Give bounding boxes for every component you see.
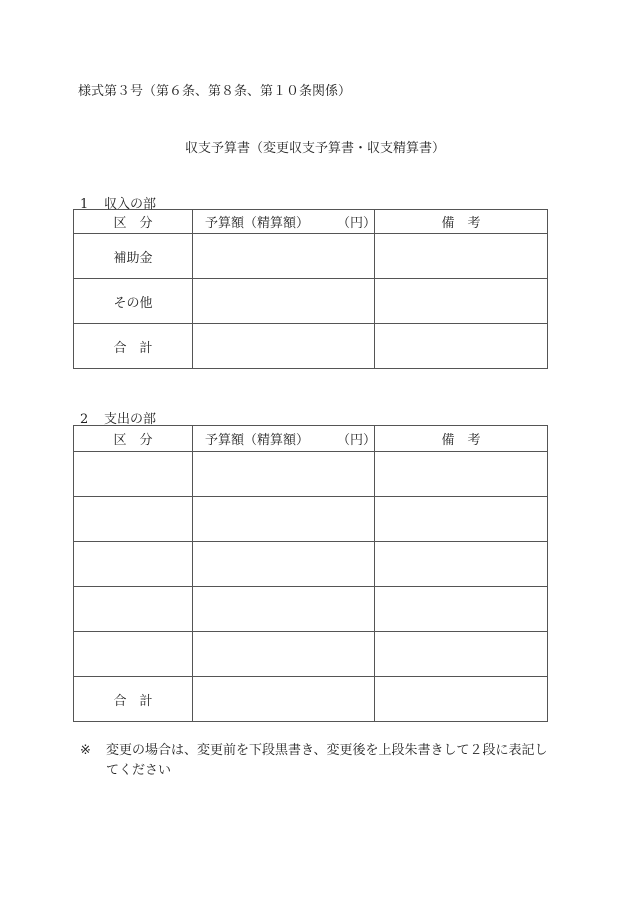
expense-row (74, 587, 548, 632)
expense-row-amount-cell[interactable] (193, 497, 375, 542)
expense-table (73, 425, 548, 722)
income-section-number: 1 (80, 197, 89, 212)
income-total-remarks-cell[interactable] (375, 324, 548, 369)
income-row-category: 補助金 (74, 234, 193, 279)
document-title: 収支予算書（変更収支予算書・収支精算書） (184, 141, 445, 156)
expense-row-remarks-cell[interactable] (375, 587, 548, 632)
expense-row (74, 452, 548, 497)
expense-row-amount-cell[interactable] (193, 542, 375, 587)
expense-header-amount-label: 予算額（精算額） (205, 433, 310, 448)
income-section-label: 収入の部 (104, 197, 157, 212)
income-table-header (74, 210, 548, 234)
income-row-amount-cell[interactable] (193, 279, 375, 324)
expense-total-label: 合 計 (74, 677, 193, 722)
expense-row-remarks-cell[interactable] (375, 542, 548, 587)
expense-row (74, 632, 548, 677)
expense-header-unit: （円） (337, 433, 377, 448)
expense-header-remarks: 備 考 (375, 426, 548, 452)
expense-row-category-cell[interactable] (74, 497, 193, 542)
expense-row-amount-cell[interactable] (193, 452, 375, 497)
expense-header-category: 区 分 (74, 426, 193, 452)
income-header-amount-label: 予算額（精算額） (205, 216, 310, 231)
income-total-amount-cell[interactable] (193, 324, 375, 369)
expense-row-category-cell[interactable] (74, 632, 193, 677)
expense-row-remarks-cell[interactable] (375, 452, 548, 497)
expense-table-header (74, 426, 548, 452)
expense-row-amount-cell[interactable] (193, 632, 375, 677)
income-row-subsidy (74, 234, 548, 279)
income-row-remarks-cell[interactable] (375, 234, 548, 279)
income-header-remarks: 備 考 (375, 210, 548, 234)
income-row-remarks-cell[interactable] (375, 279, 548, 324)
income-header-unit: （円） (337, 216, 377, 231)
income-row-other (74, 279, 548, 324)
expense-section-label: 支出の部 (104, 412, 157, 427)
income-total-label: 合 計 (74, 324, 193, 369)
expense-total-row (74, 677, 548, 722)
income-row-category: その他 (74, 279, 193, 324)
expense-row-category-cell[interactable] (74, 587, 193, 632)
footnote (80, 741, 560, 781)
expense-row-category-cell[interactable] (74, 542, 193, 587)
footnote-text: 変更の場合は、変更前を下段黒書き、変更後を上段朱書きして２段に表記してください (106, 743, 548, 778)
income-row-amount-cell[interactable] (193, 234, 375, 279)
expense-row (74, 497, 548, 542)
income-total-row (74, 324, 548, 369)
expense-header-amount (193, 426, 375, 452)
income-header-amount (193, 210, 375, 234)
form-number: 様式第３号（第６条、第８条、第１０条関係） (78, 84, 352, 99)
expense-row-remarks-cell[interactable] (375, 632, 548, 677)
footnote-mark: ※ (80, 743, 91, 758)
expense-total-amount-cell[interactable] (193, 677, 375, 722)
expense-total-remarks-cell[interactable] (375, 677, 548, 722)
expense-section-number: 2 (80, 412, 89, 427)
expense-row-category-cell[interactable] (74, 452, 193, 497)
expense-row-remarks-cell[interactable] (375, 497, 548, 542)
income-header-category: 区 分 (74, 210, 193, 234)
income-table (73, 209, 548, 369)
expense-row-amount-cell[interactable] (193, 587, 375, 632)
expense-row (74, 542, 548, 587)
